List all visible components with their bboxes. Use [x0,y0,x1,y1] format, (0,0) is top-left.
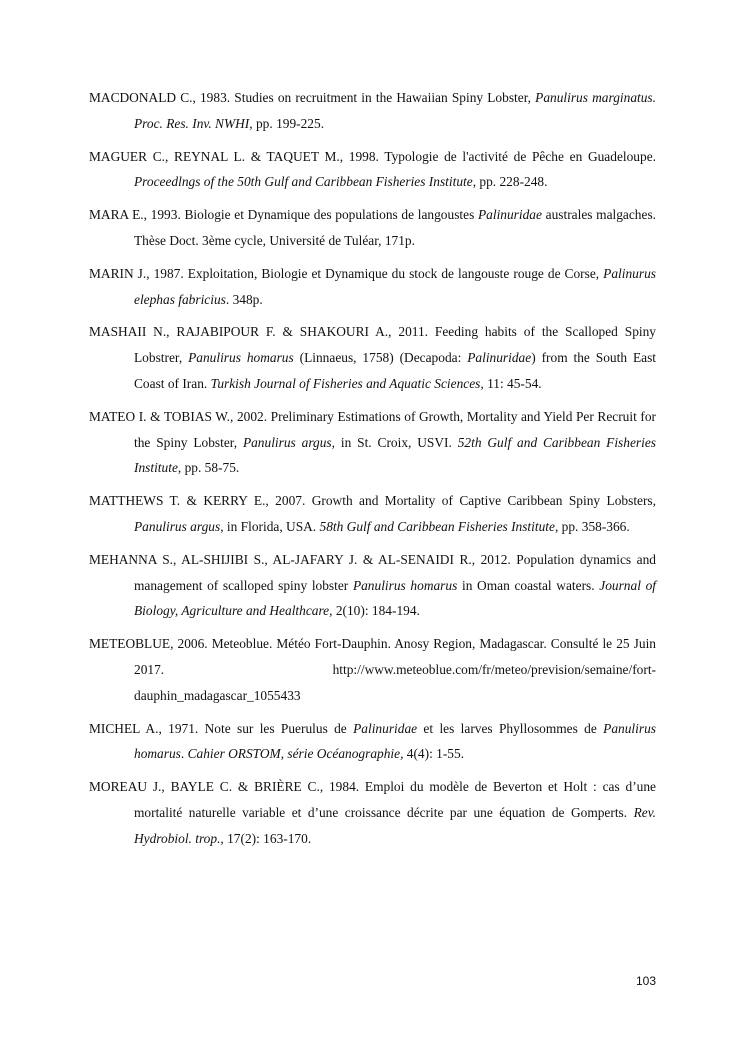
reference-entry [89,202,656,254]
reference-text: et les larves Phyllosommes de [417,720,604,736]
reference-text: , in Florida, USA. [220,518,320,534]
reference-italic-text: 58th Gulf and Caribbean Fisheries Institute [319,518,555,534]
reference-text: . 348p. [225,291,263,307]
reference-text: 11: 45-54. [483,375,542,391]
reference-italic-text: Panulirus marginatus. Proc. Res. Inv. NWHI [134,90,656,131]
reference-italic-text: Proceedlngs of the 50th Gulf and Caribbean Fisheries Institute [134,174,473,190]
reference-text: (Linnaeus, 1758) (Decapoda: [293,350,468,366]
reference-text: , pp. 199-225. [249,115,325,131]
reference-text: , in St. Croix, USVI. [331,434,458,450]
page-number: 103 [635,974,656,988]
reference-entry [89,85,656,137]
reference-italic-text: Palinuridae [477,207,542,223]
reference-text: in Oman coastal waters. [457,577,600,593]
reference-text: MATEO I. & TOBIAS W., 2002. Preliminary Estimations of Growth, Mortality and Yield Per Recruit for the Spiny Lobster, [89,408,656,450]
reference-entry [89,144,656,196]
reference-text: 2(10): 184-194. [332,603,420,619]
reference-text: 4(4): 1-55. [403,746,465,762]
reference-text: MICHEL A., 1971. Note sur les Puerulus de [89,720,354,736]
reference-italic-text: Palinuridae [467,350,532,366]
reference-italic-text: Panulirus argus [134,518,221,534]
reference-text: MATTHEWS T. & KERRY E., 2007. Growth and Mortality of Captive Caribbean Spiny Lobsters, [89,493,656,509]
reference-italic-text: Panulirus homarus [188,350,294,366]
reference-italic-text: Panulirus homarus [134,720,656,762]
reference-italic-text: Cahier ORSTOM, série Océanographie, [187,746,404,762]
reference-italic-text: Palinurus elephas fabricius [134,265,656,307]
reference-entry [89,261,656,313]
reference-entry [89,319,656,396]
reference-text: METEOBLUE, 2006. Meteoblue. Météo Fort-Dauphin. Anosy Region, Madagascar. Consulté le 25 Juin 2017. http://www.meteoblue.com/fr/meteo/prevision/semaine/fort-dauphin_madagascar_1055433 [89,636,656,703]
reference-entry [89,488,656,540]
reference-italic-text: 52th Gulf and Caribbean Fisheries Institute [134,434,656,476]
reference-entry [89,631,656,708]
reference-text: MAGUER C., REYNAL L. & TAQUET M., 1998. Typologie de l'activité de Pêche en Guadeloupe. [89,148,656,164]
reference-italic-text: Panulirus argus [242,434,332,450]
reference-list [89,85,656,859]
reference-italic-text: Turkish Journal of Fisheries and Aquatic Sciences, [210,375,484,391]
reference-text: MARIN J., 1987. Exploitation, Biologie et Dynamique du stock de langouste rouge de Corse, [89,265,604,281]
reference-italic-text: Panulirus homarus [352,577,458,593]
reference-italic-text: Journal of Biology, Agriculture and Healthcare, [134,577,657,619]
reference-italic-text: Rev. Hydrobiol. trop., [134,804,656,846]
reference-text: 17(2): 163-170. [223,830,312,846]
reference-text: MACDONALD C., 1983. Studies on recruitment in the Hawaiian Spiny Lobster, [89,90,536,105]
reference-text: , pp. 358-366. [554,518,630,534]
reference-entry [89,716,656,768]
reference-text: MASHAII N., RAJABIPOUR F. & SHAKOURI A., 2011. Feeding habits of the Scalloped Spiny Lobstrer, [89,324,656,366]
reference-text: MOREAU J., BAYLE C. & BRIÈRE C., 1984. Emploi du modèle de Beverton et Holt : cas d’une mortalité naturelle variable et d’une croissance décrite par une équation de Gomperts. [89,779,656,820]
reference-text: ) from the South East Coast of Iran. [134,350,657,391]
reference-text: . [180,746,188,762]
reference-text: MARA E., 1993. Biologie et Dynamique des populations de langoustes [89,207,478,223]
reference-entry [89,774,656,851]
reference-text: MEHANNA S., AL-SHIJIBI S., AL-JAFARY J. & AL-SENAIDI R., 2012. Population dynamics and management of scalloped spiny lobster [89,551,656,593]
reference-entry [89,547,656,624]
reference-text: australes malgaches. Thèse Doct. 3ème cycle, Université de Tuléar, 171p. [134,207,657,248]
reference-entry [89,404,656,481]
reference-italic-text: Palinuridae [353,720,418,736]
reference-text: , pp. 58-75. [177,460,240,476]
reference-text: , pp. 228-248. [472,174,548,190]
